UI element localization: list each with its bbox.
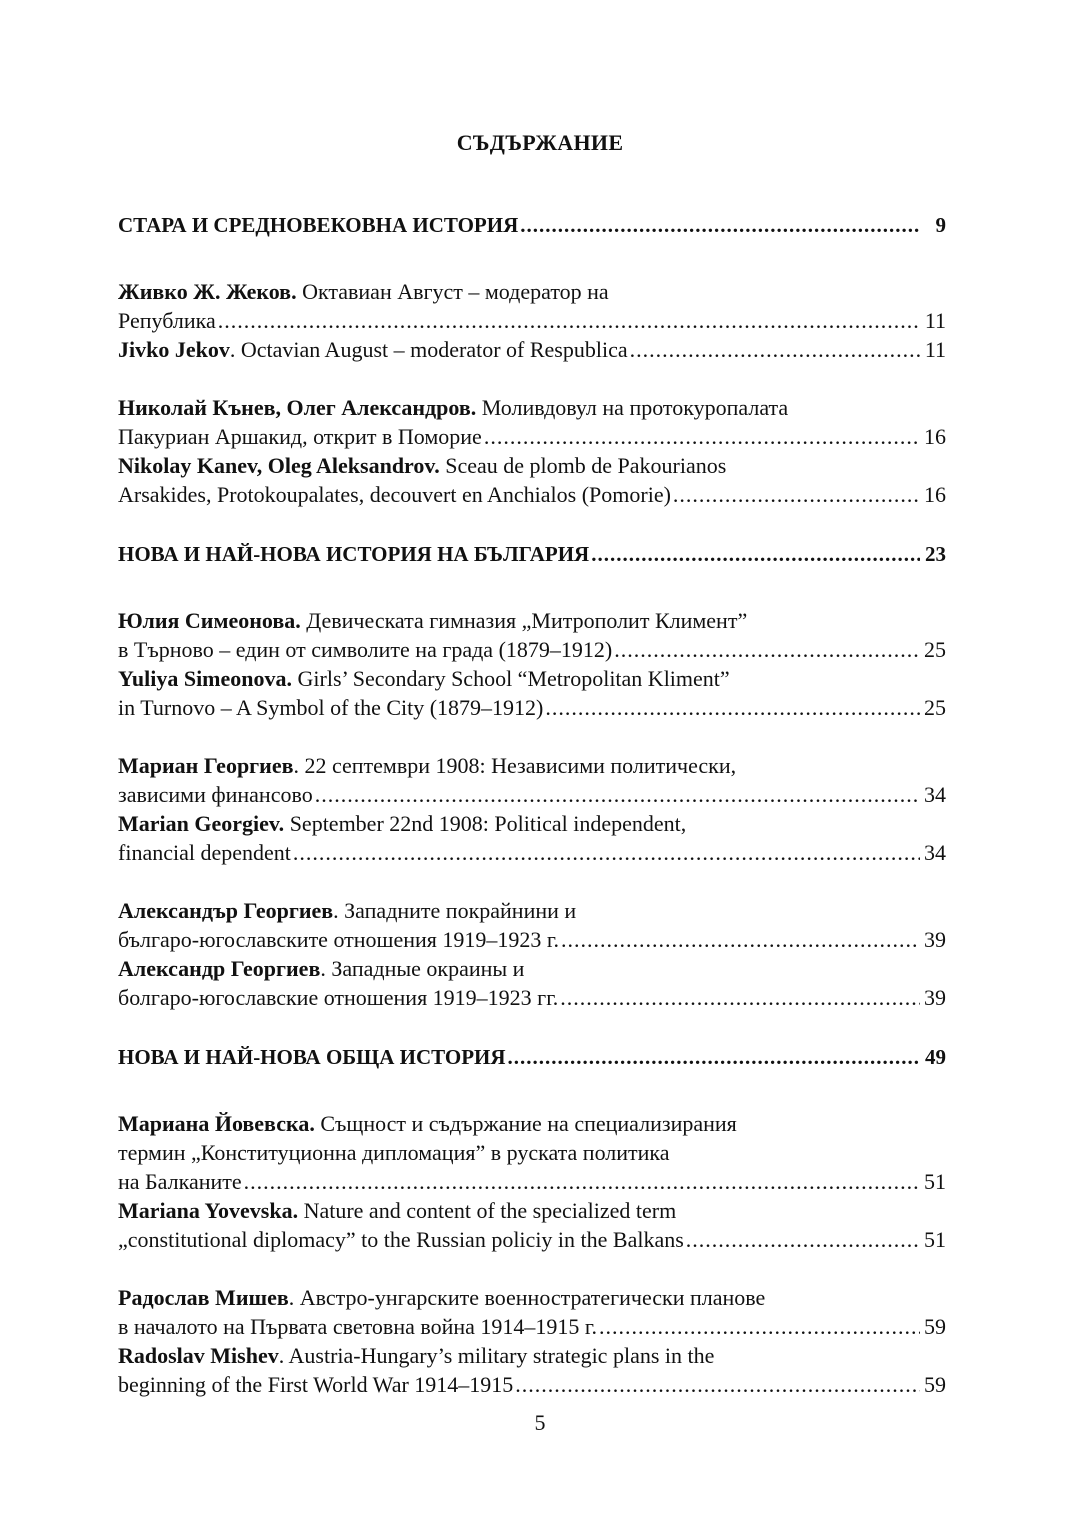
entry-page: 16 xyxy=(924,424,946,449)
entry-title: . Octavian August – moderator of Respublica xyxy=(229,337,628,362)
toc-line xyxy=(118,1138,946,1167)
dot-leader xyxy=(520,210,920,240)
toc-line xyxy=(118,925,946,954)
entry-author: Marian Georgiev. xyxy=(118,811,285,836)
section-heading xyxy=(118,1042,946,1072)
entry-title: българо-югославските отношения 1919–1923 г. xyxy=(118,927,559,952)
entry-title: financial dependent xyxy=(118,840,291,865)
dot-leader xyxy=(484,422,920,451)
toc-line xyxy=(118,983,946,1012)
dot-leader xyxy=(293,838,920,867)
toc-line xyxy=(118,606,946,635)
entry-title: Моливдовул на протокуропалата xyxy=(476,395,789,420)
toc-line xyxy=(118,335,946,364)
toc-line xyxy=(118,635,946,664)
entry-author: Юлия Симеонова. xyxy=(118,608,301,633)
entry-page: 25 xyxy=(924,695,946,720)
toc-line xyxy=(118,693,946,722)
entry-author: Jivko Jekov xyxy=(118,337,230,362)
entry-page: 59 xyxy=(924,1372,946,1397)
toc-line xyxy=(118,393,946,422)
entry-page: 34 xyxy=(924,840,946,865)
entry-title: болгаро-югославские отношения 1919–1923 гг. xyxy=(118,985,559,1010)
dot-leader xyxy=(315,780,920,809)
entry-page: 39 xyxy=(924,985,946,1010)
toc-line xyxy=(118,1370,946,1399)
entry-author: Радослав Мишев xyxy=(118,1285,289,1310)
toc-line xyxy=(118,954,946,983)
entry-title: „constitutional diplomacy” to the Russian policiy in the Balkans xyxy=(118,1227,684,1252)
toc-line xyxy=(118,1283,946,1312)
entry-title: в началото на Първата световна война 1914–1915 г. xyxy=(118,1314,597,1339)
entry-title: . Austria-Hungary’s military strategic plans in the xyxy=(278,1343,715,1368)
section-heading xyxy=(118,539,946,569)
entry-title: на Балканите xyxy=(118,1169,242,1194)
section-page: 23 xyxy=(925,542,946,566)
section-heading-text: СТАРА И СРЕДНОВЕКОВНА ИСТОРИЯ xyxy=(118,213,519,237)
toc-line xyxy=(118,422,946,451)
entry-author: Мариан Георгиев xyxy=(118,753,294,778)
dot-leader xyxy=(630,335,920,364)
dot-leader xyxy=(599,1312,920,1341)
toc-line xyxy=(118,751,946,780)
entry-page: 16 xyxy=(924,482,946,507)
entry-author: Mariana Yovevska. xyxy=(118,1198,299,1223)
entry-title: Arsakides, Protokoupalates, decouvert en Anchialos (Pomorie) xyxy=(118,482,671,507)
dot-leader xyxy=(218,306,920,335)
dot-leader xyxy=(673,480,920,509)
entry-title: в Търново – един от символите на града (1879–1912) xyxy=(118,637,613,662)
entry-title: Октавиан Август – модератор на xyxy=(296,279,609,304)
section-page: 9 xyxy=(935,213,946,237)
entry-title: . 22 септември 1908: Независими политически, xyxy=(293,753,737,778)
entry-page: 25 xyxy=(924,637,946,662)
toc-line xyxy=(118,1109,946,1138)
page-title: СЪДЪРЖАНИЕ xyxy=(456,130,624,155)
entry-page: 11 xyxy=(924,308,946,333)
page-number: 5 xyxy=(534,1410,546,1435)
entry-page: 39 xyxy=(924,927,946,952)
entry-title: термин „Конституционна дипломация” в руската политика xyxy=(118,1140,670,1165)
entry-page: 34 xyxy=(924,782,946,807)
entry-title: Пакуриан Аршакид, открит в Поморие xyxy=(118,424,482,449)
toc-line xyxy=(118,809,946,838)
section-heading-text: НОВА И НАЙ-НОВА ИСТОРИЯ НА БЪЛГАРИЯ xyxy=(118,542,590,566)
entry-page: 11 xyxy=(924,337,946,362)
toc-line xyxy=(118,451,946,480)
entry-author: Radoslav Mishev xyxy=(118,1343,279,1368)
entry-title: Sceau de plomb de Pakourianos xyxy=(439,453,727,478)
entry-author: Николай Кънев, Олег Александров. xyxy=(118,395,477,420)
toc-line xyxy=(118,306,946,335)
entry-author: Александр Георгиев xyxy=(118,956,321,981)
toc-line xyxy=(118,780,946,809)
entry-page: 59 xyxy=(924,1314,946,1339)
toc-line xyxy=(118,896,946,925)
toc-line xyxy=(118,1341,946,1370)
toc-line xyxy=(118,838,946,867)
dot-leader xyxy=(591,539,920,569)
dot-leader xyxy=(244,1167,920,1196)
toc-line xyxy=(118,664,946,693)
entry-author: Yuliya Simeonova. xyxy=(118,666,293,691)
dot-leader xyxy=(561,925,920,954)
entry-title: Nature and content of the specialized term xyxy=(298,1198,677,1223)
entry-title: . Западните покрайнини и xyxy=(333,898,577,923)
dot-leader xyxy=(508,1042,920,1072)
entry-author: Мариана Йовевска. xyxy=(118,1111,315,1136)
toc-line xyxy=(118,1225,946,1254)
section-page: 49 xyxy=(925,1045,946,1069)
entry-title: Същност и съдържание на специализирания xyxy=(314,1111,737,1136)
table-of-contents xyxy=(118,210,946,1399)
dot-leader xyxy=(614,635,920,664)
entry-page: 51 xyxy=(924,1227,946,1252)
entry-title: зависими финансово xyxy=(118,782,313,807)
entry-page: 51 xyxy=(924,1169,946,1194)
entry-title: . Западные окраины и xyxy=(320,956,525,981)
entry-title: in Turnovo – A Symbol of the City (1879–1912) xyxy=(118,695,544,720)
entry-author: Живко Ж. Жеков. xyxy=(118,279,297,304)
entry-title: September 22nd 1908: Political independent, xyxy=(284,811,687,836)
dot-leader xyxy=(560,983,920,1012)
entry-author: Nikolay Kanev, Oleg Aleksandrov. xyxy=(118,453,440,478)
toc-line xyxy=(118,1167,946,1196)
dot-leader xyxy=(686,1225,920,1254)
toc-line xyxy=(118,1196,946,1225)
entry-title: Девическата гимназия „Митрополит Климент” xyxy=(300,608,748,633)
entry-author: Александър Георгиев xyxy=(118,898,334,923)
entry-title: Република xyxy=(118,308,216,333)
toc-line xyxy=(118,1312,946,1341)
entry-title: . Австро-унгарските военностратегически планове xyxy=(288,1285,766,1310)
section-heading xyxy=(118,210,946,240)
toc-line xyxy=(118,480,946,509)
toc-line xyxy=(118,277,946,306)
entry-title: beginning of the First World War 1914–1915 xyxy=(118,1372,514,1397)
section-heading-text: НОВА И НАЙ-НОВА ОБЩА ИСТОРИЯ xyxy=(118,1045,506,1069)
dot-leader xyxy=(515,1370,920,1399)
entry-title: Girls’ Secondary School “Metropolitan Kliment” xyxy=(292,666,730,691)
dot-leader xyxy=(545,693,920,722)
